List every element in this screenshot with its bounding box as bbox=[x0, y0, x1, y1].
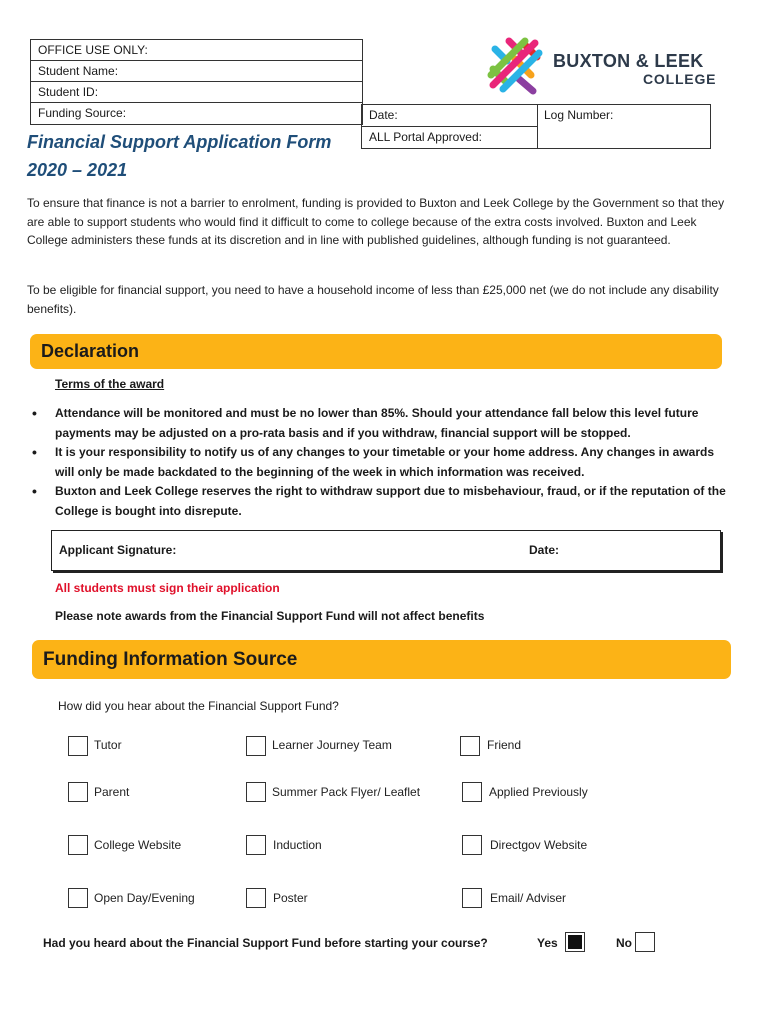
funding-question: How did you hear about the Financial Support Fund? bbox=[58, 699, 339, 713]
checkbox-directgov-website[interactable] bbox=[462, 835, 482, 855]
heard-before-question: Had you heard about the Financial Support Fund before starting your course? bbox=[43, 936, 488, 950]
college-logo-sub: COLLEGE bbox=[643, 71, 717, 87]
terms-item-withdraw: • Buxton and Leek College reserves the right to withdraw support due to misbehaviour, fraud, or if the reputation of the College is bought into disrepute. bbox=[30, 482, 735, 521]
office-date-field[interactable]: Date: bbox=[362, 105, 538, 127]
checkbox-friend[interactable] bbox=[460, 736, 480, 756]
funding-heading: Funding Information Source bbox=[32, 640, 731, 679]
intro-paragraph-1: To ensure that finance is not a barrier to enrolment, funding is provided to Buxton and Leek College by the Government so that they are able to support students who would find it difficult to come to college because of the extra costs involved. Buxton and Leek College administers these funds at its discretion and in line with published guidelines, although funding is not guaranteed. bbox=[27, 196, 725, 248]
checkbox-summer-pack-flyer[interactable] bbox=[246, 782, 266, 802]
option-poster-label: Poster bbox=[273, 891, 308, 905]
benefits-note: Please note awards from the Financial Support Fund will not affect benefits bbox=[55, 609, 485, 623]
college-logo bbox=[485, 35, 715, 95]
checkbox-open-day[interactable] bbox=[68, 888, 88, 908]
option-tutor-label: Tutor bbox=[94, 738, 122, 752]
yes-label: Yes bbox=[537, 936, 558, 950]
option-friend-label: Friend bbox=[487, 738, 522, 752]
signature-warning: All students must sign their application bbox=[55, 581, 280, 595]
terms-heading: Terms of the award bbox=[55, 377, 165, 391]
option-summer-pack-flyer-label: Summer Pack Flyer/ Leaflet bbox=[272, 785, 421, 799]
option-email-adviser-label: Email/ Adviser bbox=[490, 891, 567, 905]
applicant-signature-label: Applicant Signature: bbox=[59, 543, 177, 557]
page-title-line1: Financial Support Application Form bbox=[27, 132, 332, 152]
option-learner-journey-team-label: Learner Journey Team bbox=[272, 738, 392, 752]
option-college-website-label: College Website bbox=[94, 838, 182, 852]
checkbox-no[interactable] bbox=[635, 932, 655, 952]
checkbox-induction[interactable] bbox=[246, 835, 266, 855]
declaration-heading: Declaration bbox=[30, 334, 722, 369]
log-number-field[interactable]: Log Number: bbox=[544, 108, 614, 122]
office-use-header: OFFICE USE ONLY: bbox=[31, 40, 362, 61]
portal-approved-field[interactable]: ALL Portal Approved: bbox=[362, 127, 538, 149]
college-logo-mark-icon bbox=[485, 35, 545, 95]
option-directgov-website-label: Directgov Website bbox=[490, 838, 588, 852]
option-applied-previously-label: Applied Previously bbox=[489, 785, 588, 799]
office-date-table bbox=[361, 104, 711, 149]
checkbox-college-website[interactable] bbox=[68, 835, 88, 855]
terms-item-changes: • It is your responsibility to notify us of any changes to your timetable or your home address. Any changes in awards will only be made backdated to the beginning of the week in which information was received. bbox=[30, 443, 735, 482]
checkbox-tutor[interactable] bbox=[68, 736, 88, 756]
funding-source-field[interactable]: Funding Source: bbox=[38, 106, 127, 120]
student-id-field[interactable]: Student ID: bbox=[31, 82, 362, 103]
checkbox-poster[interactable] bbox=[246, 888, 266, 908]
checkbox-learner-journey-team[interactable] bbox=[246, 736, 266, 756]
office-use-table bbox=[30, 39, 363, 125]
no-label: No bbox=[616, 936, 632, 950]
page-title bbox=[27, 128, 331, 184]
option-induction-label: Induction bbox=[273, 838, 322, 852]
checkbox-parent[interactable] bbox=[68, 782, 88, 802]
checkbox-yes[interactable] bbox=[565, 932, 585, 952]
page-title-line2: 2020 – 2021 bbox=[27, 160, 128, 180]
intro-paragraph-2: To be eligible for financial support, you need to have a household income of less than £25,000 net (we do not include any disability benefits). bbox=[27, 283, 719, 316]
option-parent-label: Parent bbox=[94, 785, 130, 799]
college-logo-title: BUXTON & LEEK bbox=[553, 51, 704, 71]
terms-item-attendance: • Attendance will be monitored and must be no lower than 85%. Should your attendance fall below this level future payments may be adjusted on a pro-rata basis and if you withdraw, financial support will be stopped. bbox=[30, 404, 735, 443]
checkbox-applied-previously[interactable] bbox=[462, 782, 482, 802]
signature-box[interactable] bbox=[51, 530, 721, 571]
checkbox-email-adviser[interactable] bbox=[462, 888, 482, 908]
student-name-field[interactable]: Student Name: bbox=[31, 61, 362, 82]
option-open-day-label: Open Day/Evening bbox=[94, 891, 195, 905]
terms-list bbox=[30, 404, 735, 522]
signature-date-label: Date: bbox=[529, 543, 560, 557]
